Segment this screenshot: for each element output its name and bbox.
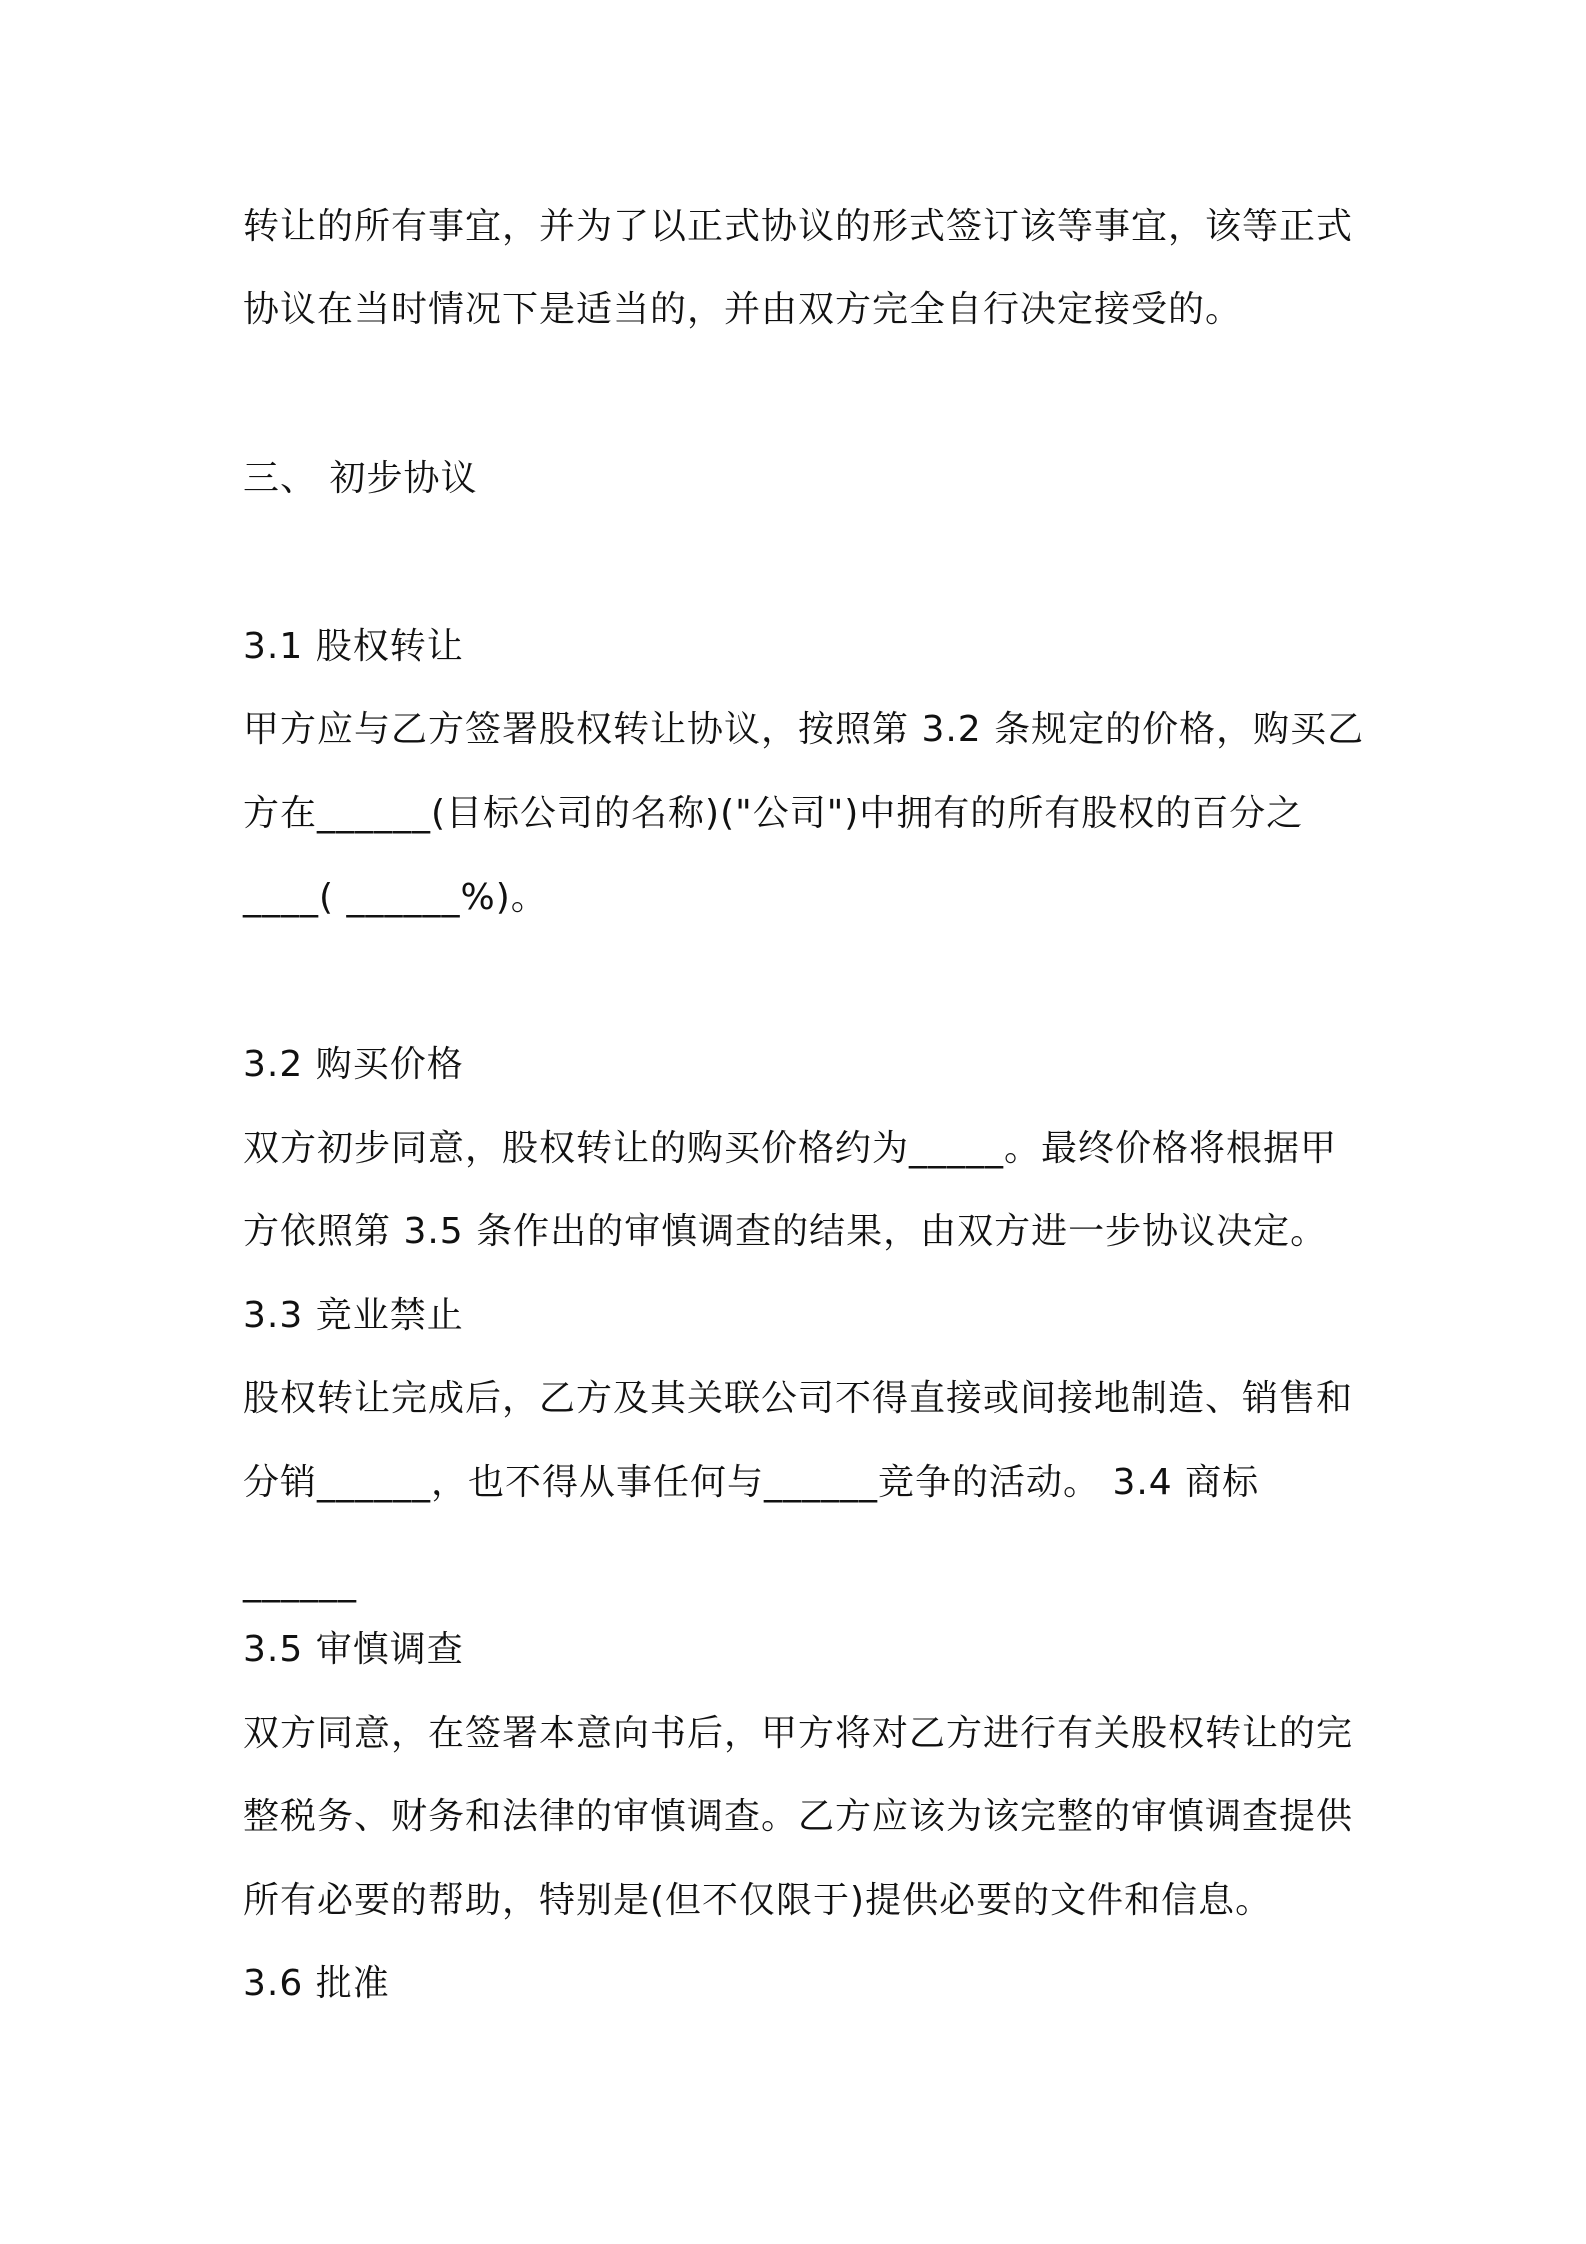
body-text-line: 甲方应与乙方签署股权转让协议，按照第 3.2 条规定的价格，购买乙 xyxy=(243,709,1365,750)
subsection-heading: 3.1 股权转让 xyxy=(243,626,464,667)
subsection-heading: 3.3 竞业禁止 xyxy=(243,1295,464,1336)
body-text-line: 双方同意，在签署本意向书后，甲方将对乙方进行有关股权转让的完 xyxy=(243,1713,1354,1754)
subsection-heading: 3.5 审慎调查 xyxy=(243,1629,464,1670)
body-text-line: 股权转让完成后，乙方及其关联公司不得直接或间接地制造、销售和 xyxy=(243,1378,1354,1419)
body-text-line: 方在______(目标公司的名称)("公司")中拥有的所有股权的百分之 xyxy=(243,793,1304,834)
blank-line: ______ xyxy=(243,1562,357,1603)
body-text-line: 协议在当时情况下是适当的，并由双方完全自行决定接受的。 xyxy=(243,289,1243,330)
body-text-line: 方依照第 3.5 条作出的审慎调查的结果，由双方进一步协议决定。 xyxy=(243,1211,1328,1252)
subsection-heading: 3.6 批准 xyxy=(243,1963,390,2004)
body-text-line: 转让的所有事宜，并为了以正式协议的形式签订该等事宜，该等正式 xyxy=(243,206,1354,247)
body-text-line: 双方初步同意，股权转让的购买价格约为_____。最终价格将根据甲 xyxy=(243,1128,1338,1169)
subsection-heading: 3.2 购买价格 xyxy=(243,1044,464,1085)
body-text-line: 分销______，也不得从事任何与______竞争的活动。 3.4 商标 xyxy=(243,1462,1260,1503)
body-text-line: 整税务、财务和法律的审慎调查。乙方应该为该完整的审慎调查提供 xyxy=(243,1796,1354,1837)
body-text-line: 所有必要的帮助，特别是(但不仅限于)提供必要的文件和信息。 xyxy=(243,1880,1273,1921)
section-heading: 三、 初步协议 xyxy=(243,458,478,499)
body-text-line: ____( ______%)。 xyxy=(243,877,548,918)
